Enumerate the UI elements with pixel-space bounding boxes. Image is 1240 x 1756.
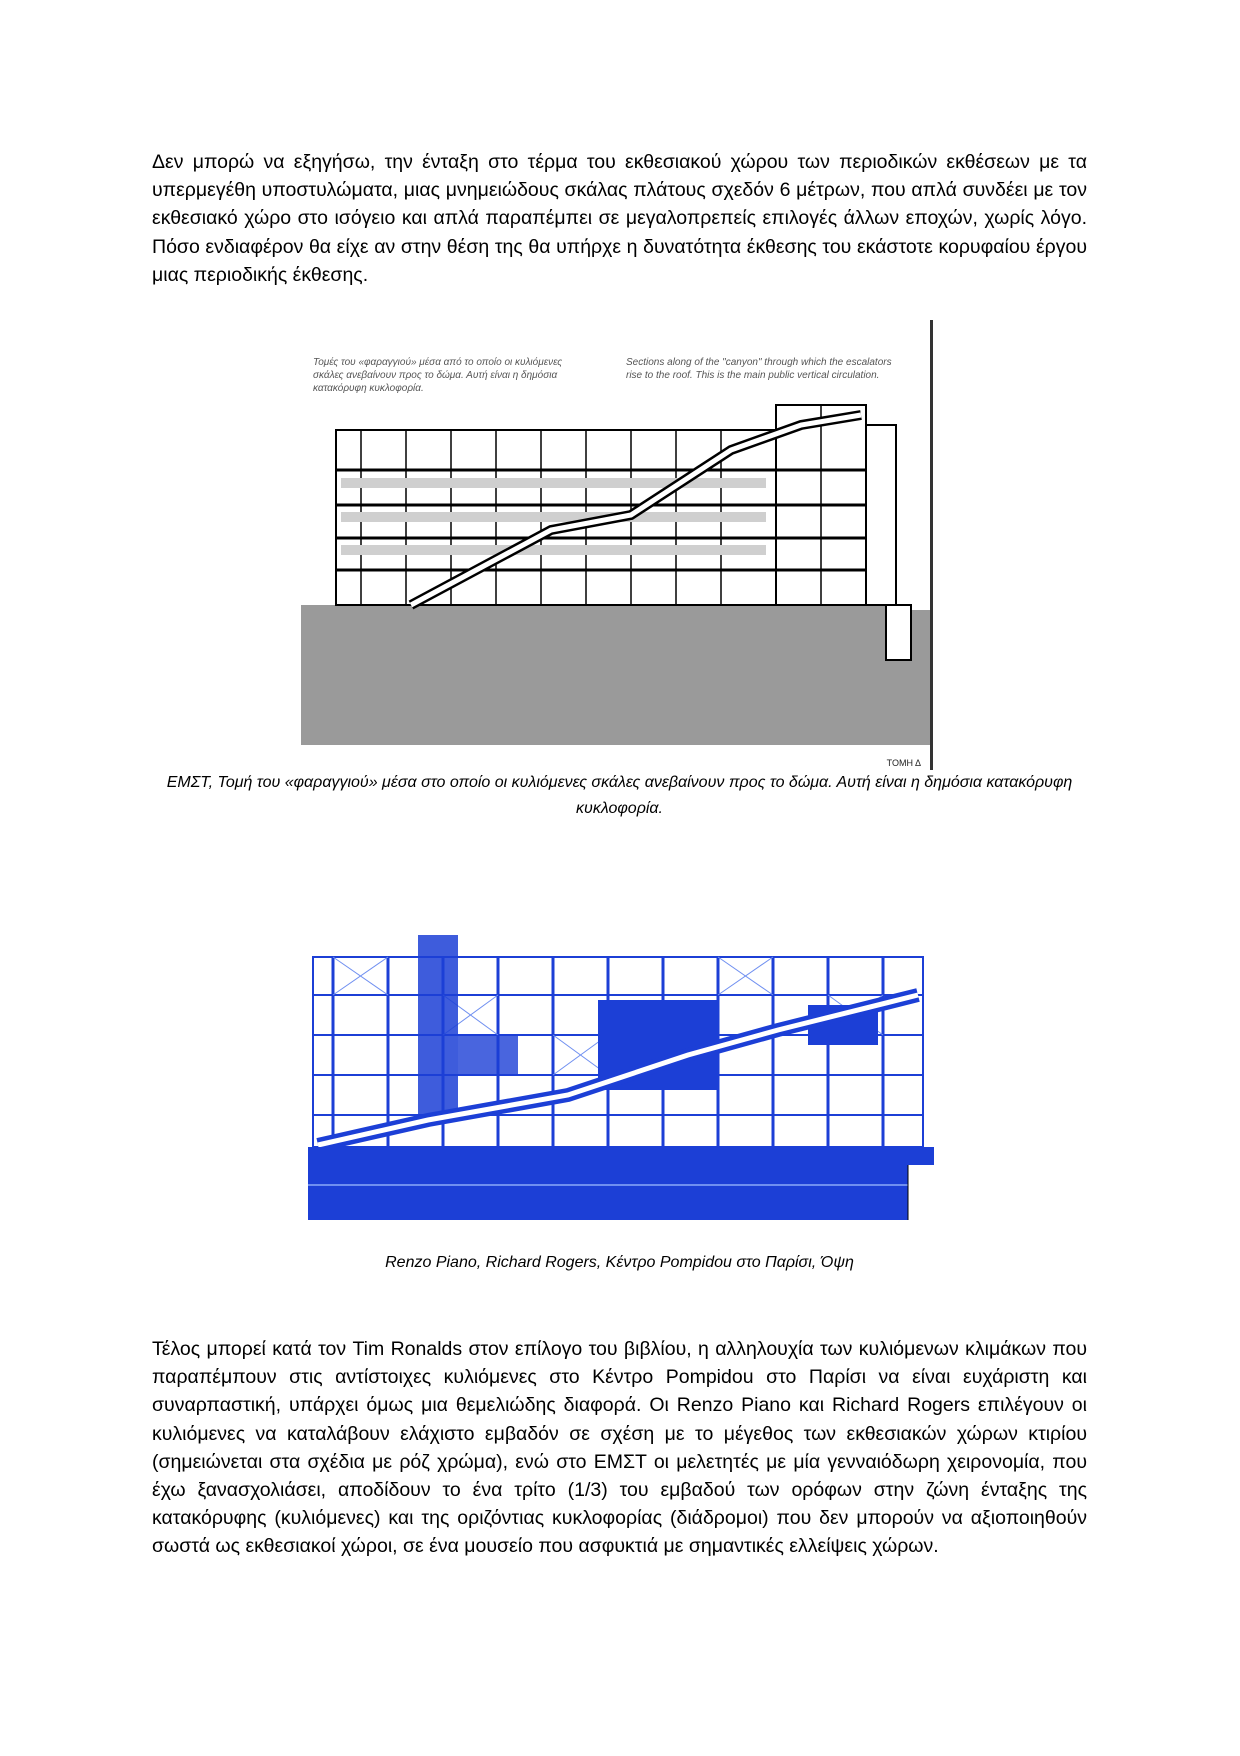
- intro-paragraph: Δεν μπορώ να εξηγήσω, την ένταξη στο τέρμα του εκθεσιακού χώρου των περιοδικών εκθέσεων με τα υπερμεγέθη υποστυλώματα, μιας μνημειώδους σκάλας πλάτους σχεδόν 6 μέτρων, που απλά συνδέει με τον εκθεσιακό χώρο στο ισόγειο και απλά παραπέμπει σε μεγαλοπρεπείς επιλογές άλλων εποχών, χωρίς λόγο. Πόσο ενδιαφέρον θα είχε αν στην θέση της θα υπήρχε η δυνατότητα έκθεσης του εκάστοτε κορυφαίου έργου μιας περιοδικής έκθεσης.: [152, 151, 1087, 286]
- emst-section-drawing: [301, 320, 941, 770]
- pompidou-elevation-svg: [308, 935, 934, 1220]
- figure-note-greek: Τομές του «φαραγγιού» μέσα από το οποίο οι κυλιόμενες σκάλες ανεβαίνουν προς το δώμα. Αυτή είναι η δημόσια κατακόρυφη κυκλοφορία.: [313, 357, 563, 394]
- figure-label: ΤΟΜΗ Δ: [886, 758, 921, 768]
- figure-note-english: Sections along of the "canyon" through which the escalators rise to the roof. This is the main public vertical circulation.: [626, 357, 892, 381]
- figure1-caption: ΕΜΣΤ, Τομή του «φαραγγιού» μέσα στο οποίο οι κυλιόμενες σκάλες ανεβαίνουν προς το δώμα. Αυτή είναι η δημόσια κατακόρυφη κυκλοφορία.: [166, 774, 1073, 817]
- section-drawing-svg: [301, 320, 941, 770]
- figure2-caption: Renzo Piano, Richard Rogers, Κέντρο Pompidou στο Παρίσι, Όψη: [385, 1254, 854, 1271]
- pompidou-elevation-drawing: [308, 935, 934, 1220]
- closing-paragraph: Τέλος μπορεί κατά τον Tim Ronalds στον επίλογο του βιβλίου, η αλληλουχία των κυλιόμενων κλιμάκων που παραπέμπουν στις αντίστοιχες κυλιόμενες στο Κέντρο Pompidou στο Παρίσι να είναι ευχάριστη και συναρπαστική, υπάρχει όμως μια θεμελιώδης διαφορά. Οι Renzo Piano και Richard Rogers επιλέγουν οι κυλιόμενες να καταλάβουν ελάχιστο εμβαδόν σε σχέση με το μέγεθος των εκθεσιακών χώρων κτιρίου (σημειώνεται στα σχέδια με ρόζ χρώμα), ενώ στο ΕΜΣΤ οι μελετητές με μία γενναιόδωρη χειρονομία, που έχω ξανασχολιάσει, αποδίδουν το ένα τρίτο (1/3) του εμβαδού των ορόφων στην ζώνη ένταξης της κατακόρυφης (κυλιόμενες) και της οριζόντιας κυκλοφορίας (διάδρομοι) που δεν μπορούν να αξιοποιηθούν σωστά ως εκθεσιακοί χώροι, σε ένα μουσείο που ασφυκτιά με σημαντικές ελλείψεις χώρων.: [152, 1338, 1087, 1558]
